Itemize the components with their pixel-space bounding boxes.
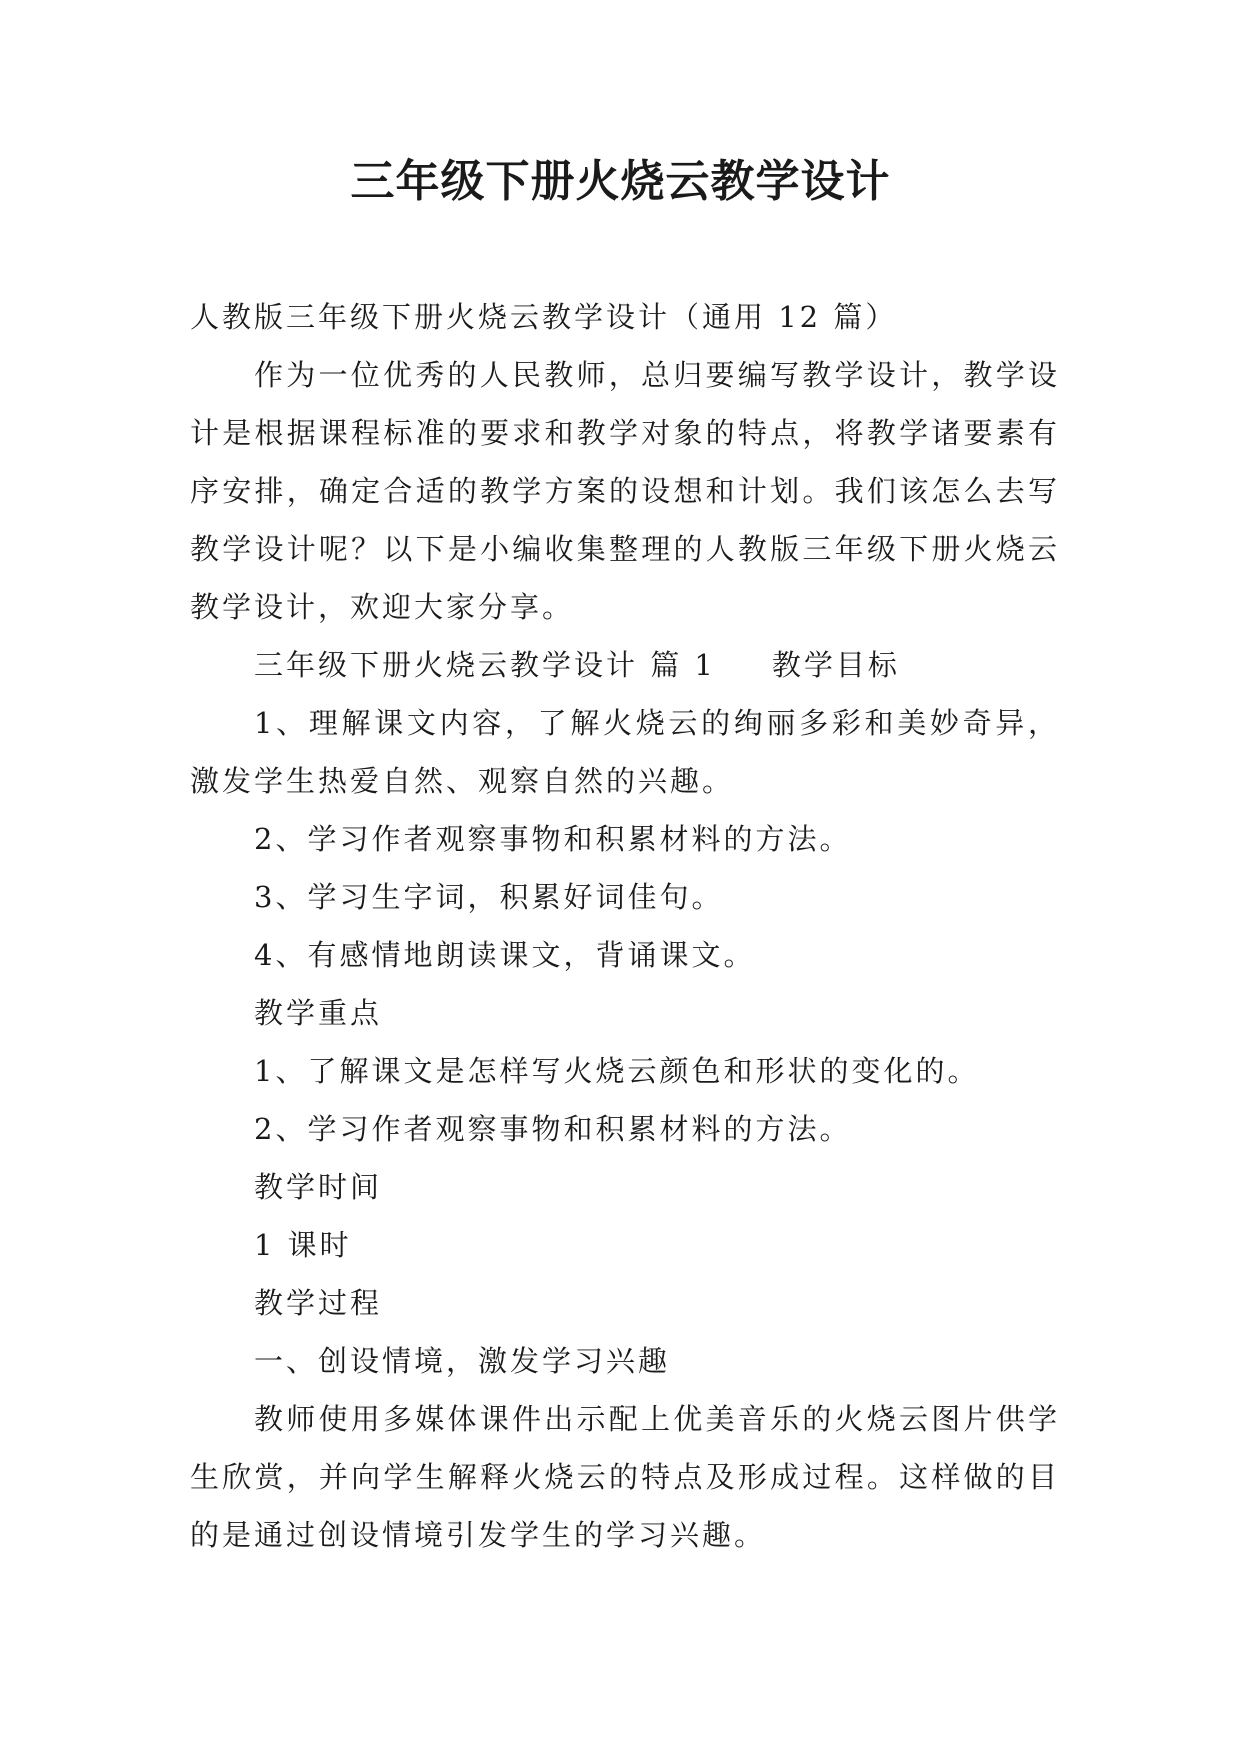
key-points-heading: 教学重点 <box>254 996 383 1030</box>
document-body <box>190 288 1060 1564</box>
step1-paragraph: 教师使用多媒体课件出示配上优美音乐的火烧云图片供学生欣赏，并向学生解释火烧云的特点及形成过程。这样做的目的是通过创设情境引发学生的学习兴趣。 <box>190 1402 1060 1552</box>
goal-item: 1、理解课文内容，了解火烧云的绚丽多彩和美妙奇异，激发学生热爱自然、观察自然的兴趣。 <box>190 706 1060 798</box>
goal-item: 2、学习作者观察事物和积累材料的方法。 <box>254 822 852 856</box>
page-title: 三年级下册火烧云教学设计 <box>350 156 891 207</box>
time-heading: 教学时间 <box>254 1170 383 1204</box>
subtitle: 人教版三年级下册火烧云教学设计（通用 12 篇） <box>190 300 898 334</box>
step1-heading: 一、创设情境，激发学习兴趣 <box>254 1344 671 1378</box>
goal-item: 4、有感情地朗读课文，背诵课文。 <box>254 938 756 972</box>
section-heading: 三年级下册火烧云教学设计 篇 1 <box>254 648 716 682</box>
process-heading: 教学过程 <box>254 1286 383 1320</box>
goals-heading: 教学目标 <box>771 648 900 682</box>
intro-paragraph: 作为一位优秀的人民教师，总归要编写教学设计，教学设计是根据课程标准的要求和教学对象的特点，将教学诸要素有序安排，确定合适的教学方案的设想和计划。我们该怎么去写教学设计呢？以下是小编收集整理的人教版三年级下册火烧云教学设计，欢迎大家分享。 <box>190 358 1060 624</box>
key-point-item: 2、学习作者观察事物和积累材料的方法。 <box>254 1112 852 1146</box>
section-heading-row <box>190 636 1060 694</box>
key-point-item: 1、了解课文是怎样写火烧云颜色和形状的变化的。 <box>254 1054 980 1088</box>
time-value: 1 课时 <box>254 1228 352 1262</box>
goal-item: 3、学习生字词，积累好词佳句。 <box>254 880 724 914</box>
